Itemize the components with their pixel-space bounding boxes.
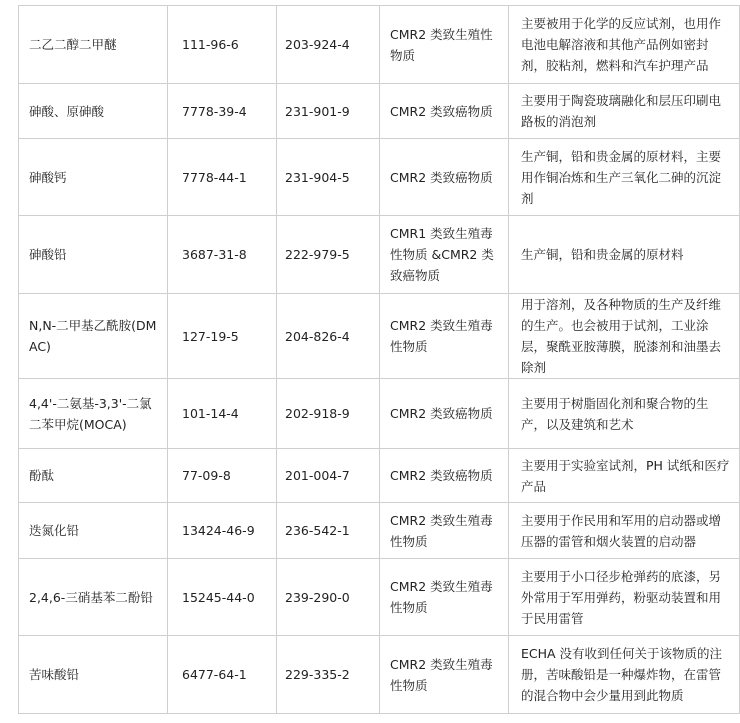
table-row xyxy=(19,139,740,216)
hazard-class: CMR2 类致生殖毒性物质 xyxy=(380,294,509,379)
substance-use: ECHA 没有收到任何关于该物质的注册，苦味酸铅是一种爆炸物，在雷管的混合物中会少量用到此物质 xyxy=(509,636,740,714)
table-row xyxy=(19,294,740,379)
substance-use: 主要用于陶瓷玻璃融化和层压印刷电路板的消泡剂 xyxy=(509,84,740,139)
substance-name: 2,4,6-三硝基苯二酚铅 xyxy=(19,559,168,636)
cas-number: 3687-31-8 xyxy=(168,216,277,294)
ec-number: 229-335-2 xyxy=(277,636,380,714)
substance-name: 迭氮化铅 xyxy=(19,503,168,559)
ec-number: 222-979-5 xyxy=(277,216,380,294)
table-row xyxy=(19,503,740,559)
ec-number: 239-290-0 xyxy=(277,559,380,636)
ec-number: 202-918-9 xyxy=(277,379,380,449)
substance-use: 主要用于作民用和军用的启动器或增压器的雷管和烟火装置的启动器 xyxy=(509,503,740,559)
hazard-class: CMR1 类致生殖毒性物质 &CMR2 类致癌物质 xyxy=(380,216,509,294)
ec-number: 236-542-1 xyxy=(277,503,380,559)
cas-number: 77-09-8 xyxy=(168,449,277,503)
cas-number: 15245-44-0 xyxy=(168,559,277,636)
cas-number: 127-19-5 xyxy=(168,294,277,379)
hazard-class: CMR2 类致生殖性物质 xyxy=(380,6,509,84)
table-row xyxy=(19,379,740,449)
table-row xyxy=(19,449,740,503)
hazard-class: CMR2 类致生殖毒性物质 xyxy=(380,503,509,559)
substance-name: 砷酸、原砷酸 xyxy=(19,84,168,139)
ec-number: 231-901-9 xyxy=(277,84,380,139)
table-row xyxy=(19,6,740,84)
cas-number: 6477-64-1 xyxy=(168,636,277,714)
cas-number: 101-14-4 xyxy=(168,379,277,449)
hazard-class: CMR2 类致生殖毒性物质 xyxy=(380,559,509,636)
ec-number: 231-904-5 xyxy=(277,139,380,216)
substance-name: 4,4'-二氨基-3,3'-二氯二苯甲烷(MOCA) xyxy=(19,379,168,449)
hazard-class: CMR2 类致癌物质 xyxy=(380,139,509,216)
ec-number: 201-004-7 xyxy=(277,449,380,503)
hazard-class: CMR2 类致癌物质 xyxy=(380,84,509,139)
substance-use: 生产铜，铅和贵金属的原材料，主要用作铜冶炼和生产三氧化二砷的沉淀剂 xyxy=(509,139,740,216)
ec-number: 204-826-4 xyxy=(277,294,380,379)
substance-use: 生产铜，铅和贵金属的原材料 xyxy=(509,216,740,294)
table-row xyxy=(19,559,740,636)
hazard-class: CMR2 类致生殖毒性物质 xyxy=(380,636,509,714)
ec-number: 203-924-4 xyxy=(277,6,380,84)
substance-use: 主要用于实验室试剂，PH 试纸和医疗产品 xyxy=(509,449,740,503)
substance-use: 主要被用于化学的反应试剂，也用作电池电解溶液和其他产品例如密封剂，胶粘剂，燃料和汽车护理产品 xyxy=(509,6,740,84)
substance-name: 二乙二醇二甲醚 xyxy=(19,6,168,84)
substance-use: 主要用于小口径步枪弹药的底漆，另外常用于军用弹药，粉驱动装置和用于民用雷管 xyxy=(509,559,740,636)
substance-use: 用于溶剂，及各种物质的生产及纤维的生产。也会被用于试剂，工业涂层，聚酰亚胺薄膜，脱漆剂和油墨去除剂 xyxy=(509,294,740,379)
substance-table xyxy=(18,5,740,714)
substance-name: N,N-二甲基乙酰胺(DMAC) xyxy=(19,294,168,379)
table-row xyxy=(19,216,740,294)
hazard-class: CMR2 类致癌物质 xyxy=(380,449,509,503)
cas-number: 7778-39-4 xyxy=(168,84,277,139)
table-row xyxy=(19,636,740,714)
substance-use: 主要用于树脂固化剂和聚合物的生产，以及建筑和艺术 xyxy=(509,379,740,449)
cas-number: 7778-44-1 xyxy=(168,139,277,216)
cas-number: 111-96-6 xyxy=(168,6,277,84)
hazard-class: CMR2 类致癌物质 xyxy=(380,379,509,449)
substance-name: 砷酸钙 xyxy=(19,139,168,216)
substance-name: 砷酸铅 xyxy=(19,216,168,294)
substance-name: 苦味酸铅 xyxy=(19,636,168,714)
table-row xyxy=(19,84,740,139)
substance-name: 酚酞 xyxy=(19,449,168,503)
cas-number: 13424-46-9 xyxy=(168,503,277,559)
